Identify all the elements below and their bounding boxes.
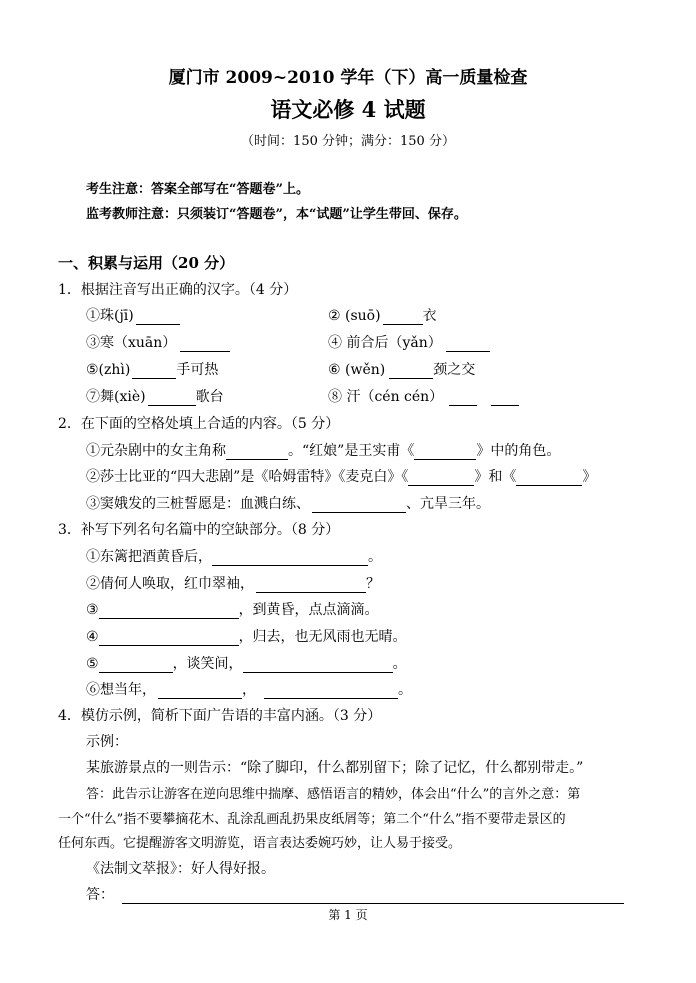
q1-item-5: ⑤(zhì) 手可热: [86, 362, 219, 378]
q1-item-7: ⑦舞(xiè) 歌台: [86, 389, 224, 405]
q1-item-3: ③寒（xuān）: [86, 332, 230, 352]
q1-item-4: ④ 前合后（yǎn）: [328, 332, 490, 352]
q3-line-5: ⑤ ，谈笑间， 。: [86, 656, 407, 672]
q1-item-8: ⑧ 汗（cén cén）: [328, 386, 519, 406]
q3-line-4: ④ ，归去，也无风雨也无晴。: [86, 629, 407, 645]
q3-line-3: ③ ，到黄昏，点点滴滴。: [86, 602, 379, 618]
q1-item-1: ①珠(jī): [86, 305, 180, 325]
example-label: 示例：: [86, 734, 128, 750]
question-2-stem: 2．在下面的空格处填上合适的内容。（5 分）: [58, 416, 340, 432]
q1-item-6: ⑥ (wěn) 颈之交: [328, 362, 476, 378]
q3-line-1: ①东篱把酒黄昏后， 。: [86, 549, 382, 565]
q1-item-2: ② (suō) 衣: [328, 308, 437, 324]
example-answer-line-1: 答：此告示让游客在逆向思维中揣摩、感悟语言的精妙，体会出“什么”的言外之意：第: [86, 787, 581, 802]
teacher-notice: 监考教师注意：只须装订“答题卷”，本“试题”让学生带回、保存。: [86, 207, 467, 222]
question-3-stem: 3．补写下列名句名篇中的空缺部分。（8 分）: [58, 522, 340, 538]
student-notice: 考生注意：答案全部写在“答题卷”上。: [86, 182, 309, 197]
exam-time-score: （时间：150 分钟；满分：150 分）: [241, 134, 455, 149]
exam-subject-title: 语文必修 4 试题: [270, 97, 426, 122]
question-1-stem: 1．根据注音写出正确的汉字。（4 分）: [58, 282, 298, 298]
answer-line: 答：: [86, 884, 624, 904]
q3-line-6: ⑥想当年， ， 。: [86, 682, 412, 698]
example-text: 某旅游景点的一则告示：“除了脚印，什么都别留下；除了记忆，什么都别带走。”: [86, 760, 584, 776]
example-answer-line-3: 任何东西。它提醒游客文明游览，语言表达委婉巧妙，让人易于接受。: [58, 836, 462, 851]
exam-title: 厦门市 2009~2010 学年（下）高一质量检查: [168, 68, 528, 88]
q2-line-3: ③窦娥发的三桩誓愿是：血溅白练、 、亢旱三年。: [86, 496, 490, 512]
q2-line-2: ②莎士比亚的“四大悲剧”是《哈姆雷特》《麦克白》《 》和《 》: [86, 469, 597, 485]
question-4-stem: 4．模仿示例，简析下面广告语的丰富内涵。（3 分）: [58, 708, 382, 724]
ad-slogan-prompt: 《法制文萃报》：好人得好报。: [86, 861, 275, 877]
q3-line-2: ②倩何人唤取，红巾翠袖， ？: [86, 576, 380, 592]
example-answer-line-2: 一个“什么”指不要攀摘花木、乱涂乱画乱扔果皮纸屑等；第二个“什么”指不要带走景区的: [58, 812, 566, 827]
section-heading: 一、积累与运用（20 分）: [58, 254, 235, 272]
page-number: 第 1 页: [328, 908, 368, 922]
q2-line-1: ①元杂剧中的女主角称 。“红娘”是王实甫《 》中的角色。: [86, 443, 561, 459]
